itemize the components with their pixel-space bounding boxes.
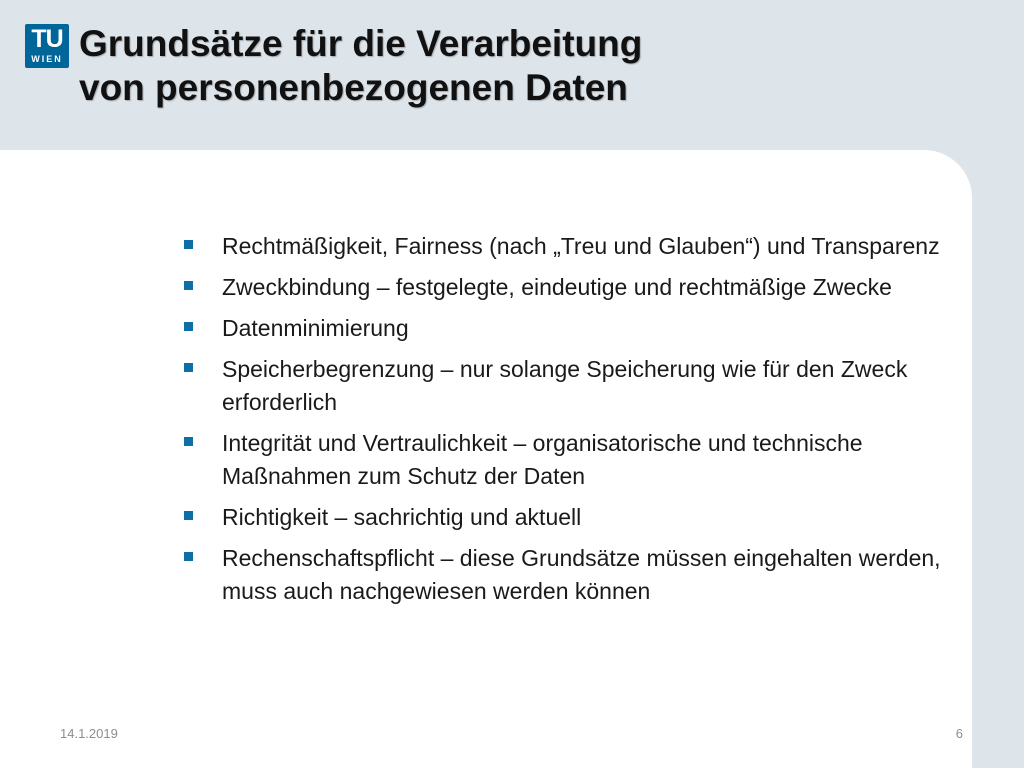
logo-tu-text: TU — [31, 25, 63, 53]
principles-list — [184, 230, 954, 616]
principle-text: Richtigkeit – sachrichtig und aktuell — [222, 504, 582, 530]
principle-integrity-confidentiality — [184, 427, 954, 493]
slide-date: 14.1.2019 — [60, 726, 118, 741]
square-bullet-icon — [184, 322, 193, 331]
principle-accountability — [184, 542, 954, 608]
principle-purpose-limitation — [184, 271, 954, 304]
principle-accuracy — [184, 501, 954, 534]
square-bullet-icon — [184, 437, 193, 446]
square-bullet-icon — [184, 240, 193, 249]
principle-text: Speicherbegrenzung – nur solange Speicherung wie für den Zweck erforderlich — [222, 356, 908, 415]
square-bullet-icon — [184, 552, 193, 561]
principle-storage-limitation — [184, 353, 954, 419]
principle-lawfulness — [184, 230, 954, 263]
principle-text: Integrität und Vertraulichkeit – organisatorische und technische Maßnahmen zum Schutz der Daten — [222, 430, 863, 489]
principle-text: Rechenschaftspflicht – diese Grundsätze müssen eingehalten werden, muss auch nachgewiesen werden können — [222, 545, 941, 604]
slide-page-number: 6 — [955, 726, 963, 741]
square-bullet-icon — [184, 511, 193, 520]
tu-wien-logo — [25, 24, 69, 68]
principle-text: Rechtmäßigkeit, Fairness (nach „Treu und Glauben“) und Transparenz — [222, 233, 940, 259]
principle-data-minimisation — [184, 312, 954, 345]
slide-title-line-1: Grundsätze für die Verarbeitung — [79, 23, 643, 64]
slide-title — [79, 22, 939, 110]
logo-wien-text: WIEN — [31, 54, 63, 64]
principle-text: Datenminimierung — [222, 315, 409, 341]
square-bullet-icon — [184, 363, 193, 372]
square-bullet-icon — [184, 281, 193, 290]
principle-text: Zweckbindung – festgelegte, eindeutige und rechtmäßige Zwecke — [222, 274, 892, 300]
slide-title-line-2: von personenbezogenen Daten — [79, 67, 628, 108]
